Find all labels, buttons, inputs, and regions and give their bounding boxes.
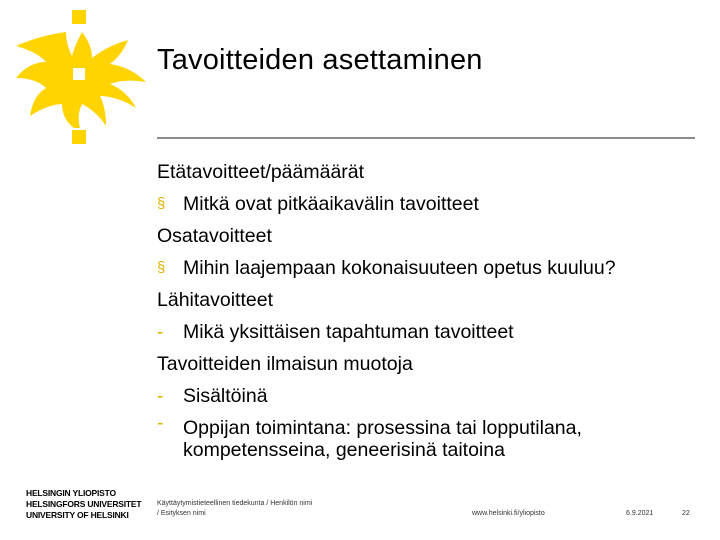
list-item-heading: Osatavoitteet bbox=[157, 225, 272, 247]
list-item-text: Mikä yksittäisen tapahtuman tavoitteet bbox=[183, 321, 514, 343]
university-name-fi: HELSINGIN YLIOPISTO bbox=[26, 488, 116, 498]
bullet-dash-icon: - bbox=[157, 412, 164, 434]
footer-faculty: Käyttäytymistieteellinen tiedekunta / Henkilön nimi bbox=[157, 500, 313, 507]
university-name-sv: HELSINGFORS UNIVERSITET bbox=[26, 499, 142, 509]
footer-date: 6.9.2021 bbox=[626, 510, 654, 517]
list-item-bullet bbox=[157, 188, 697, 220]
slide-body bbox=[157, 156, 697, 461]
list-item-bullet bbox=[157, 380, 697, 412]
list-item-bullet bbox=[157, 252, 697, 284]
bullet-square-icon: § bbox=[157, 259, 166, 276]
bullet-dash-icon: - bbox=[157, 321, 164, 343]
bullet-square-icon: § bbox=[157, 195, 166, 212]
footer-presenter bbox=[157, 499, 312, 519]
list-item-heading: Lähitavoitteet bbox=[157, 289, 274, 311]
university-name-en: UNIVERSITY OF HELSINKI bbox=[26, 510, 129, 520]
list-item-text: Mitkä ovat pitkäaikavälin tavoitteet bbox=[183, 193, 479, 215]
list-item-heading: Tavoitteiden ilmaisun muotoja bbox=[157, 353, 413, 375]
list-item-heading: Etätavoitteet/päämäärät bbox=[157, 161, 365, 183]
list-item-text: Sisältöinä bbox=[183, 385, 268, 407]
list-item-bullet bbox=[157, 412, 697, 461]
list-item-bullet bbox=[157, 316, 697, 348]
university-name bbox=[26, 488, 141, 521]
slide-title: Tavoitteiden asettaminen bbox=[157, 44, 483, 76]
title-divider bbox=[157, 137, 695, 139]
page-number: 22 bbox=[682, 510, 690, 517]
footer-url: www.helsinki.fi/yliopisto bbox=[472, 510, 545, 517]
footer-presentation: / Esityksen nimi bbox=[157, 510, 206, 517]
bullet-dash-icon: - bbox=[157, 385, 164, 407]
list-item-text: Oppijan toimintana: prosessina tai lopputilana, kompetensseina, geneerisinä taitoina bbox=[183, 417, 582, 461]
list-item-text: Mihin laajempaan kokonaisuuteen opetus kuuluu? bbox=[183, 257, 616, 279]
flame-torch-logo-icon bbox=[6, 4, 156, 154]
